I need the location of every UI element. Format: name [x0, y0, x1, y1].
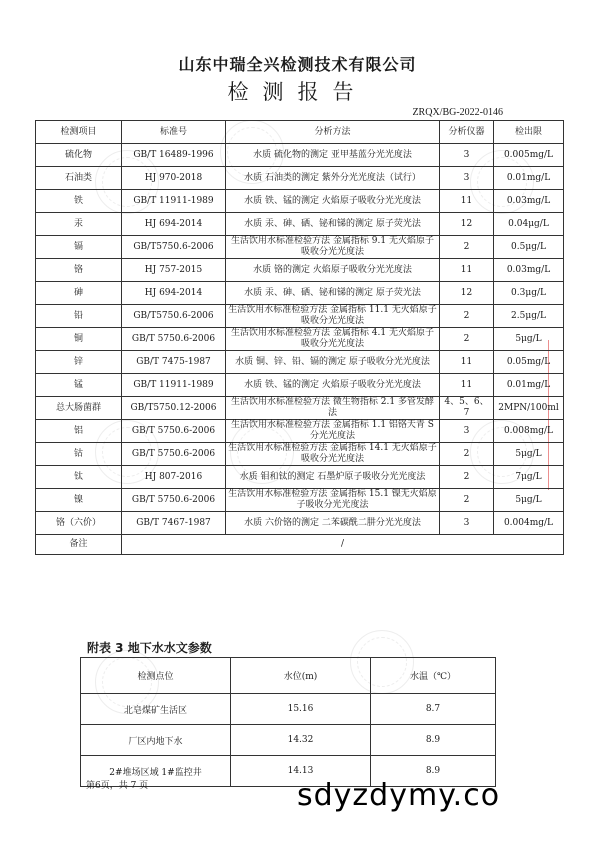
table-row	[36, 167, 564, 190]
table-row	[36, 374, 564, 397]
table-cell: GB/T 7475-1987	[122, 351, 226, 374]
table-cell: 0.3μg/L	[494, 282, 564, 305]
table-cell: 8.9	[371, 725, 496, 756]
table-cell: GB/T 7467-1987	[122, 512, 226, 535]
table-cell: 镍	[36, 489, 122, 512]
table-cell: 生活饮用水标准检验方法 金属指标 14.1 无火焰原子吸收分光光度法	[226, 443, 440, 466]
table-cell: 生活饮用水标准检验方法 金属指标 9.1 无火焰原子吸收分光光度法	[226, 236, 440, 259]
table-cell: 铅	[36, 305, 122, 328]
table-cell: 2	[440, 489, 494, 512]
table-cell: 11	[440, 259, 494, 282]
table-cell: 铁	[36, 190, 122, 213]
table-cell: 11	[440, 190, 494, 213]
table-cell: 砷	[36, 282, 122, 305]
table-cell: 2	[440, 328, 494, 351]
column-header: 检测项目	[36, 121, 122, 144]
report-title: 检测报告	[227, 80, 368, 104]
table-cell: 0.01mg/L	[494, 374, 564, 397]
column-header: 分析仪器	[440, 121, 494, 144]
table-cell: GB/T5750.6-2006	[122, 305, 226, 328]
table-cell: 0.04μg/L	[494, 213, 564, 236]
table-cell: HJ 970-2018	[122, 167, 226, 190]
table-cell: 水质 铁、锰的测定 火焰原子吸收分光光度法	[226, 190, 440, 213]
table-cell: 水质 汞、砷、硒、铋和锑的测定 原子荧光法	[226, 213, 440, 236]
table-cell: 水质 铜、锌、铅、镉的测定 原子吸收分光光度法	[226, 351, 440, 374]
table-row	[36, 236, 564, 259]
table-cell: 生活饮用水标准检验方法 金属指标 11.1 无火焰原子吸收分光光度法	[226, 305, 440, 328]
table-cell: HJ 757-2015	[122, 259, 226, 282]
table-row	[81, 725, 496, 756]
table-cell: 2#堆场区域 1#监控井	[81, 756, 231, 787]
table-cell: GB/T5750.12-2006	[122, 397, 226, 420]
table-cell: 5μg/L	[494, 328, 564, 351]
table-cell: 厂区内地下水	[81, 725, 231, 756]
table-cell: 2MPN/100ml	[494, 397, 564, 420]
table-cell: 3	[440, 167, 494, 190]
table-cell: 2.5μg/L	[494, 305, 564, 328]
table-cell: 3	[440, 420, 494, 443]
table-cell: 11	[440, 374, 494, 397]
table-cell: 总大肠菌群	[36, 397, 122, 420]
hydrology-table	[80, 657, 496, 787]
appendix-title: 附表 3 地下水水文参数	[87, 641, 212, 655]
table-cell: 镉	[36, 236, 122, 259]
remark-row	[36, 535, 564, 555]
table-row	[36, 397, 564, 420]
table-cell: GB/T 5750.6-2006	[122, 420, 226, 443]
table-cell: 0.03mg/L	[494, 259, 564, 282]
table-cell: GB/T 5750.6-2006	[122, 328, 226, 351]
table-row	[36, 351, 564, 374]
table-cell: 汞	[36, 213, 122, 236]
column-header: 检出限	[494, 121, 564, 144]
table-cell: 0.01mg/L	[494, 167, 564, 190]
table-cell: HJ 807-2016	[122, 466, 226, 489]
table-cell: 2	[440, 443, 494, 466]
table-cell: 7μg/L	[494, 466, 564, 489]
table-row	[36, 443, 564, 466]
table-cell: 水质 汞、砷、硒、铋和锑的测定 原子荧光法	[226, 282, 440, 305]
table-cell: 0.05mg/L	[494, 351, 564, 374]
table-row	[36, 420, 564, 443]
table-row	[36, 512, 564, 535]
table-cell: 水质 硫化物的测定 亚甲基蓝分光光度法	[226, 144, 440, 167]
table-cell: HJ 694-2014	[122, 213, 226, 236]
table-cell: GB/T5750.6-2006	[122, 236, 226, 259]
table-cell: 生活饮用水标准检验方法 金属指标 4.1 无火焰原子吸收分光光度法	[226, 328, 440, 351]
table-cell: 8.7	[371, 694, 496, 725]
table-cell: 锰	[36, 374, 122, 397]
table-cell: 12	[440, 282, 494, 305]
table-cell: 水质 钼和钛的测定 石墨炉原子吸收分光光度法	[226, 466, 440, 489]
table-cell: 15.16	[231, 694, 371, 725]
column-header: 分析方法	[226, 121, 440, 144]
table-cell: 0.008mg/L	[494, 420, 564, 443]
table-cell: 生活饮用水标准检验方法 微生物指标 2.1 多管发酵法	[226, 397, 440, 420]
table-cell: 3	[440, 512, 494, 535]
table-cell: 0.004mg/L	[494, 512, 564, 535]
table-row	[36, 466, 564, 489]
table-row	[36, 282, 564, 305]
table-header-row	[36, 121, 564, 144]
table-cell: 生活饮用水标准检验方法 金属指标 15.1 镍无火焰原子吸收分光光度法	[226, 489, 440, 512]
table-cell: 0.5μg/L	[494, 236, 564, 259]
site-watermark: sdyzdymy.co	[297, 778, 501, 813]
table-cell: 5μg/L	[494, 443, 564, 466]
document-number: ZRQX/BG-2022-0146	[412, 107, 503, 118]
table-cell: 钴	[36, 443, 122, 466]
table-cell: 生活饮用水标准检验方法 金属指标 1.1 铝铬天青 S 分光光度法	[226, 420, 440, 443]
table-row	[36, 259, 564, 282]
remark-value: /	[122, 535, 564, 555]
table-cell: 11	[440, 351, 494, 374]
table-cell: 2	[440, 305, 494, 328]
table-cell: 水质 六价铬的测定 二苯碳酰二肼分光光度法	[226, 512, 440, 535]
column-header: 水位(m)	[231, 658, 371, 694]
remark-label: 备注	[36, 535, 122, 555]
table-cell: 水质 石油类的测定 紫外分光光度法（试行）	[226, 167, 440, 190]
table-cell: 8.9	[371, 756, 496, 787]
page-number: 第6页，共 7 页	[86, 781, 149, 791]
column-header: 水温（℃）	[371, 658, 496, 694]
table-cell: 5μg/L	[494, 489, 564, 512]
table-cell: GB/T 16489-1996	[122, 144, 226, 167]
table-cell: 钛	[36, 466, 122, 489]
table-cell: 石油类	[36, 167, 122, 190]
table-row	[36, 190, 564, 213]
table-cell: 铝	[36, 420, 122, 443]
table-cell: 2	[440, 236, 494, 259]
table-cell: 铬	[36, 259, 122, 282]
column-header: 标准号	[122, 121, 226, 144]
table-cell: 14.32	[231, 725, 371, 756]
table-cell: 铜	[36, 328, 122, 351]
table-cell: 14.13	[231, 756, 371, 787]
table-cell: 水质 铁、锰的测定 火焰原子吸收分光光度法	[226, 374, 440, 397]
table-row	[36, 305, 564, 328]
table-cell: GB/T 11911-1989	[122, 374, 226, 397]
table-cell: 0.005mg/L	[494, 144, 564, 167]
table-cell: 4、5、6、7	[440, 397, 494, 420]
table-cell: GB/T 5750.6-2006	[122, 489, 226, 512]
table-row	[36, 489, 564, 512]
table-row	[81, 694, 496, 725]
table-header-row	[81, 658, 496, 694]
table-cell: GB/T 5750.6-2006	[122, 443, 226, 466]
column-header: 检测点位	[81, 658, 231, 694]
table-cell: 北皂煤矿生活区	[81, 694, 231, 725]
table-row	[36, 213, 564, 236]
table-cell: GB/T 11911-1989	[122, 190, 226, 213]
table-cell: 铬（六价）	[36, 512, 122, 535]
table-row	[36, 144, 564, 167]
table-cell: HJ 694-2014	[122, 282, 226, 305]
table-cell: 水质 铬的测定 火焰原子吸收分光光度法	[226, 259, 440, 282]
table-row	[36, 328, 564, 351]
table-cell: 3	[440, 144, 494, 167]
table-cell: 锌	[36, 351, 122, 374]
table-cell: 硫化物	[36, 144, 122, 167]
table-cell: 2	[440, 466, 494, 489]
company-name: 山东中瑞全兴检测技术有限公司	[178, 55, 417, 74]
table-cell: 0.03mg/L	[494, 190, 564, 213]
table-cell: 12	[440, 213, 494, 236]
test-method-table	[35, 120, 564, 555]
